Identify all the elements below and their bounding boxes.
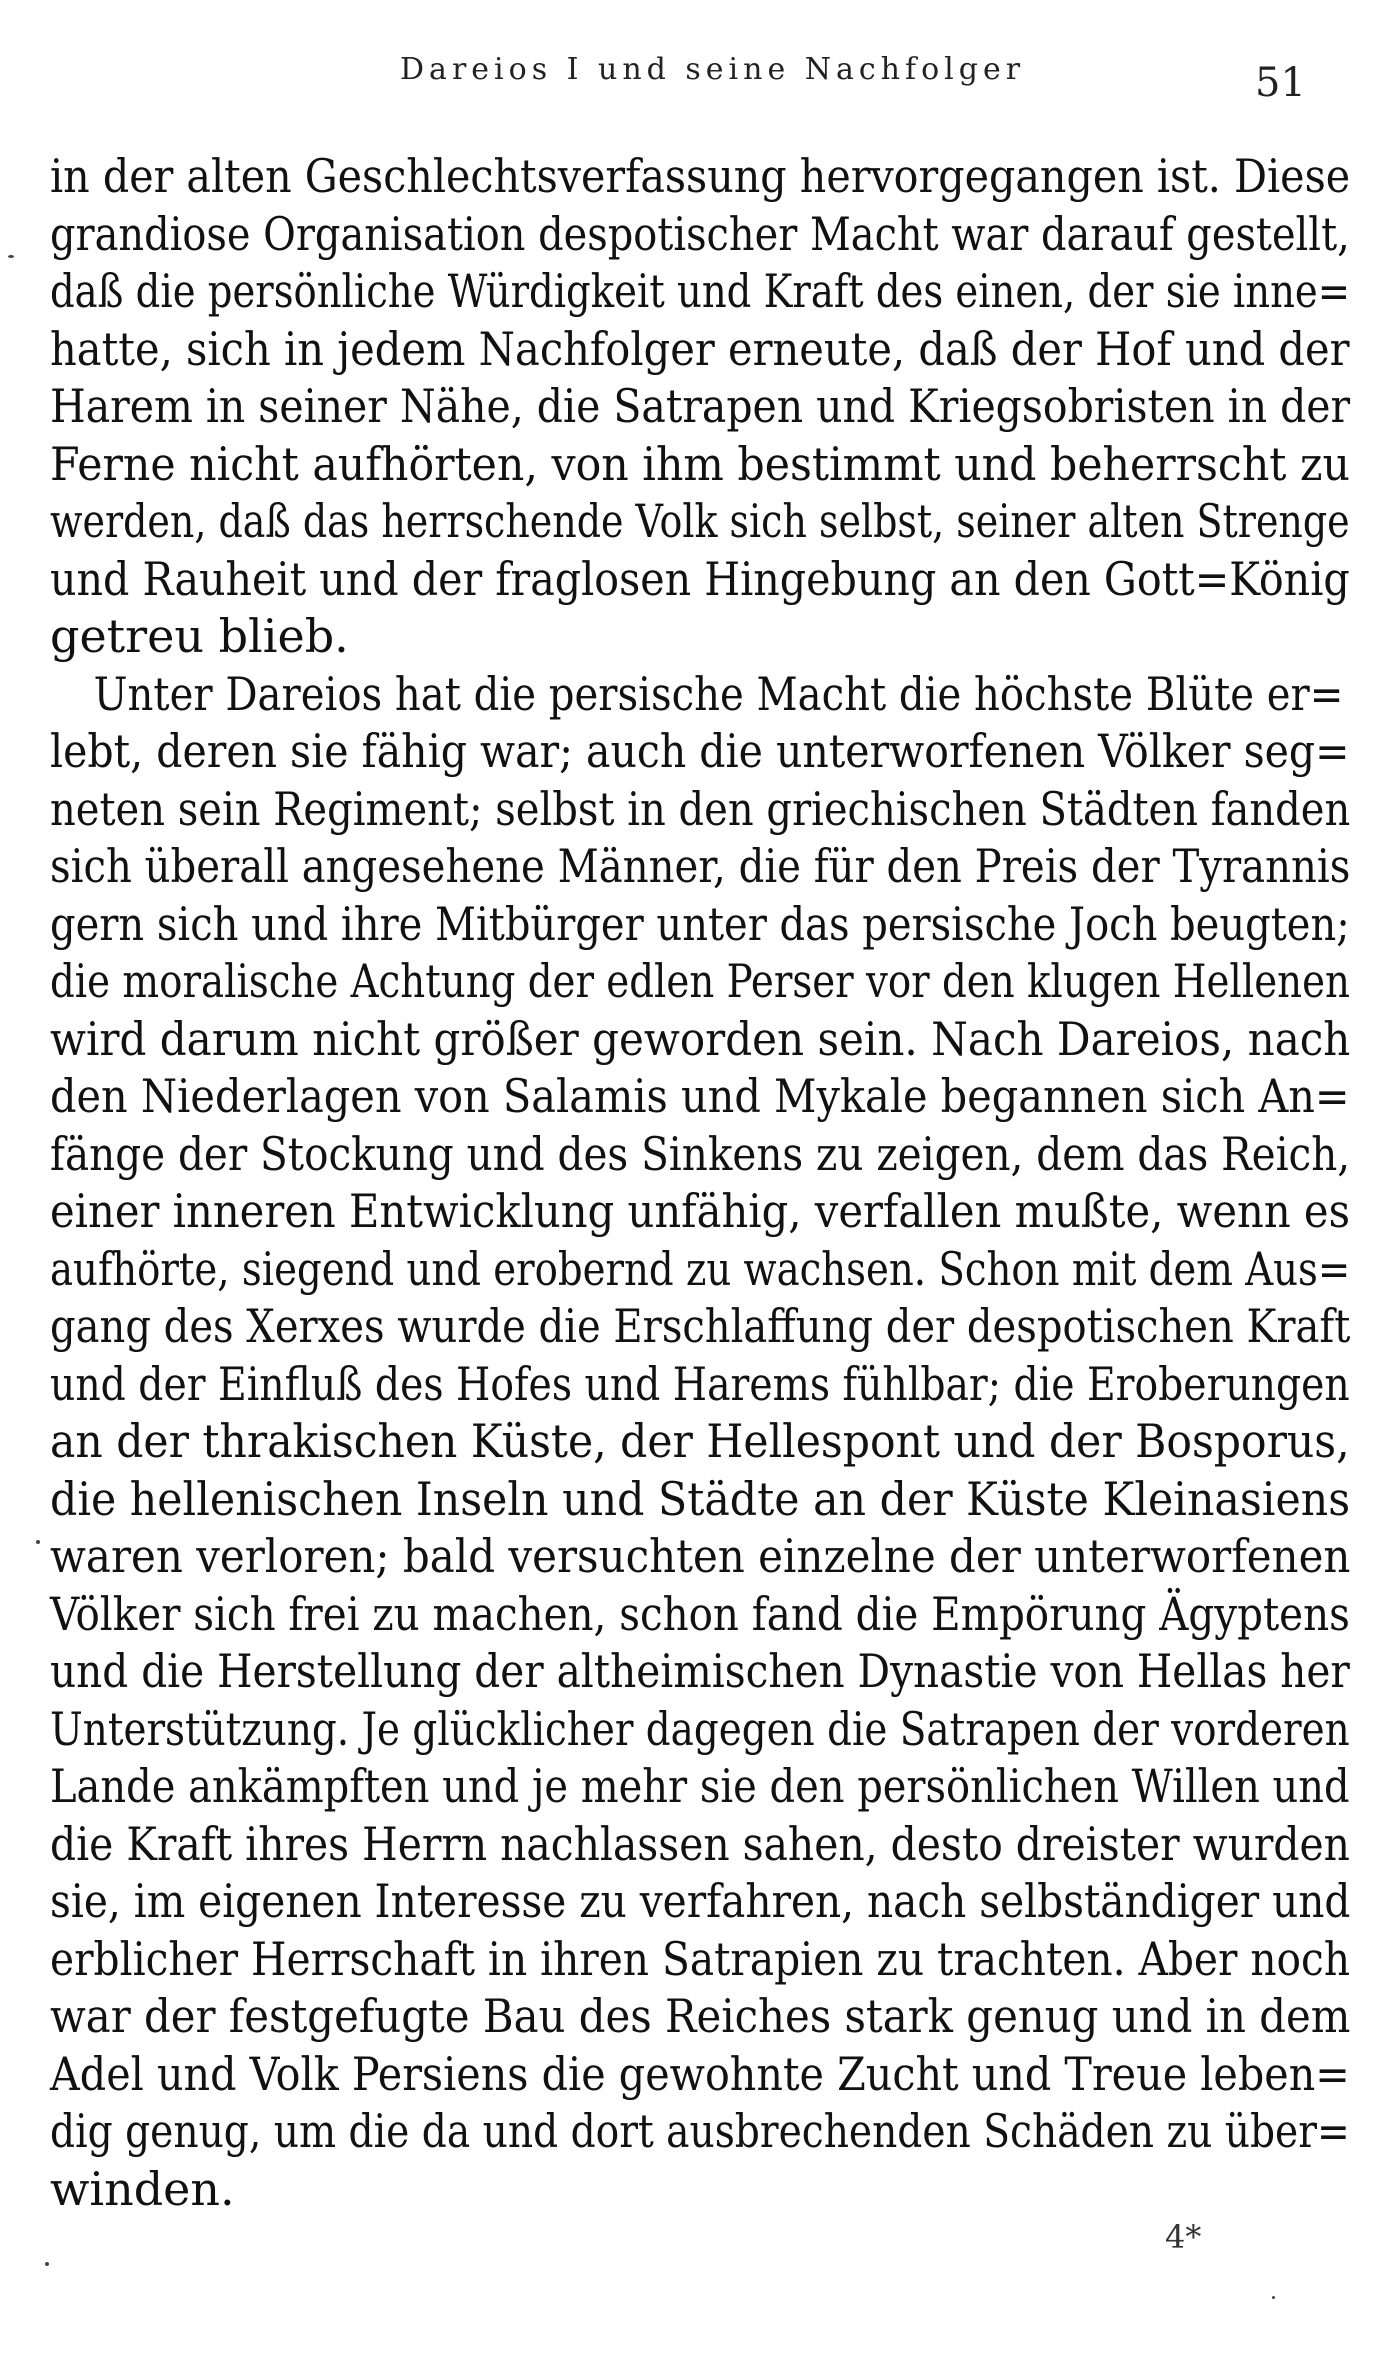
text-line: gern sich und ihre Mitbürger unter das persische Joch beugten; bbox=[50, 896, 1350, 951]
text-line: einer inneren Entwicklung unfähig, verfallen mußte, wenn es bbox=[50, 1184, 1350, 1238]
text-line: hatte, sich in jedem Nachfolger erneute, daß der Hof und der bbox=[50, 321, 1350, 376]
paragraph-start-line: Unter Dareios hat die persische Macht die höchste Blüte er= bbox=[93, 666, 1344, 721]
text-line: erblicher Herrschaft in ihren Satrapien zu trachten. Aber noch bbox=[50, 1931, 1351, 1986]
text-line: Unterstützung. Je glücklicher dagegen die Satrapen der vorderen bbox=[50, 1701, 1350, 1756]
text-line: sich überall angesehene Männer, die für den Preis der Tyrannis bbox=[50, 839, 1351, 893]
text-line: Ferne nicht aufhörten, von ihm bestimmt und beherrscht zu bbox=[50, 436, 1350, 491]
ink-speck bbox=[45, 2262, 49, 2266]
text-line: und Rauheit und der fraglosen Hingebung an den Gott=König bbox=[50, 551, 1350, 606]
running-head bbox=[0, 52, 1399, 106]
text-line: lebt, deren sie fähig war; auch die unterworfenen Völker seg= bbox=[50, 724, 1350, 778]
ink-speck bbox=[8, 255, 14, 258]
text-line: sie, im eigenen Interesse zu verfahren, nach selbständiger und bbox=[50, 1874, 1351, 1928]
text-line: und der Einfluß des Hofes und Harems fühlbar; die Eroberungen bbox=[50, 1356, 1350, 1411]
text-line: die moralische Achtung der edlen Perser vor den klugen Hellenen bbox=[50, 954, 1350, 1008]
running-head-title: Dareios I und seine Nachfolger bbox=[400, 52, 1026, 87]
ink-speck bbox=[36, 1540, 40, 1544]
text-line: getreu blieb. bbox=[50, 609, 349, 663]
text-line: war der festgefugte Bau des Reiches stark genug und in dem bbox=[50, 1989, 1351, 2043]
text-line: wird darum nicht größer geworden sein. Nach Dareios, nach bbox=[50, 1011, 1351, 1066]
text-line: waren verloren; bald versuchten einzelne der unterworfenen bbox=[50, 1529, 1351, 1583]
text-line: an der thrakischen Küste, der Hellespont und der Bosporus, bbox=[50, 1414, 1350, 1468]
text-line: und die Herstellung der altheimischen Dynastie von Hellas her bbox=[50, 1644, 1350, 1698]
text-line: dig genug, um die da und dort ausbrechenden Schäden zu über= bbox=[50, 2104, 1350, 2158]
text-line: fänge der Stockung und des Sinkens zu zeigen, dem das Reich, bbox=[50, 1126, 1351, 1181]
text-line: Adel und Volk Persiens die gewohnte Zucht und Treue leben= bbox=[50, 2046, 1350, 2101]
ink-speck bbox=[1272, 2296, 1275, 2299]
signature-mark: 4* bbox=[1165, 2218, 1202, 2256]
text-line: grandiose Organisation despotischer Macht war darauf gestellt, bbox=[50, 206, 1350, 261]
text-line: die Kraft ihres Herrn nachlassen sahen, desto dreister wurden bbox=[50, 1816, 1350, 1871]
text-line: daß die persönliche Würdigkeit und Kraft des einen, der sie inne= bbox=[50, 264, 1351, 318]
text-line: Völker sich frei zu machen, schon fand die Empörung Ägyptens bbox=[50, 1586, 1350, 1641]
text-line: die hellenischen Inseln und Städte an der Küste Kleinasiens bbox=[50, 1471, 1351, 1526]
body-text bbox=[50, 148, 1350, 2218]
page-number: 51 bbox=[1255, 60, 1306, 106]
text-line: werden, daß das herrschende Volk sich selbst, seiner alten Strenge bbox=[50, 494, 1350, 548]
text-line: aufhörte, siegend und erobernd zu wachsen. Schon mit dem Aus= bbox=[50, 1241, 1351, 1296]
text-line: Harem in seiner Nähe, die Satrapen und Kriegsobristen in der bbox=[50, 379, 1351, 433]
text-line: winden. bbox=[50, 2161, 235, 2216]
text-line: in der alten Geschlechtsverfassung hervorgegangen ist. Diese bbox=[50, 149, 1351, 203]
text-line: Lande ankämpften und je mehr sie den persönlichen Willen und bbox=[50, 1759, 1350, 1813]
text-line: neten sein Regiment; selbst in den griechischen Städten fanden bbox=[50, 781, 1351, 836]
text-line: gang des Xerxes wurde die Erschlaffung der despotischen Kraft bbox=[50, 1299, 1351, 1353]
text-line: den Niederlagen von Salamis und Mykale begannen sich An= bbox=[50, 1069, 1350, 1123]
